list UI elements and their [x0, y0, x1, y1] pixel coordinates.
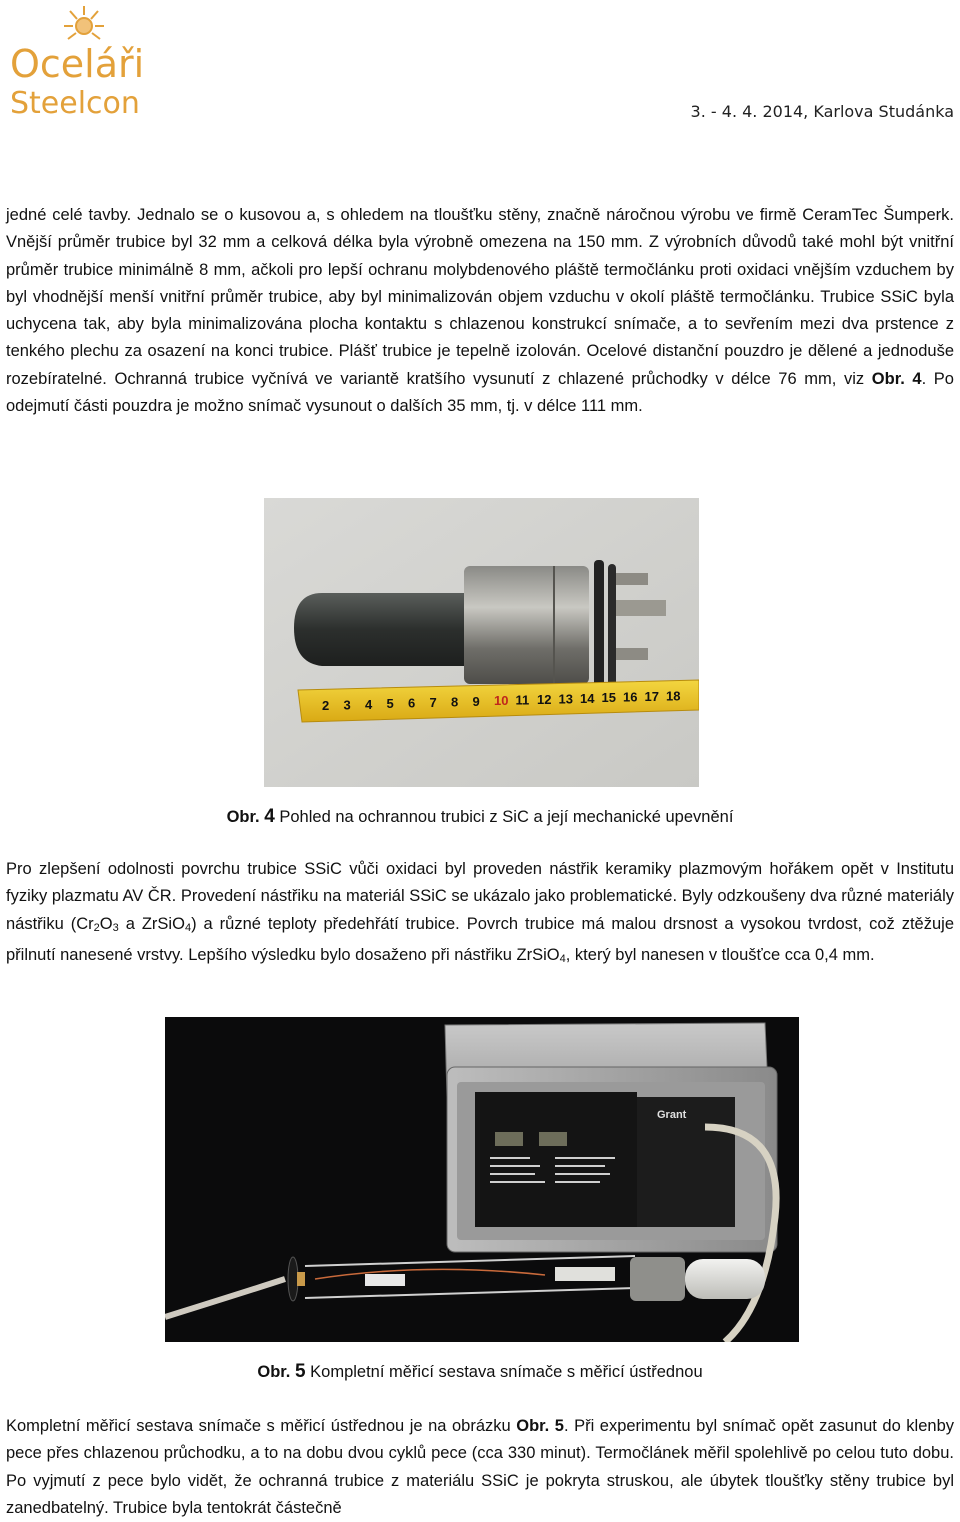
ruler-number: 2: [322, 698, 330, 713]
logo-text-steelcon: Steelcon: [10, 86, 140, 121]
paragraph-1-text-b: . Po odejmutí části pouzdra je možno snímač vysunout o dalších 35 mm, tj. v délce 111 mm.: [6, 369, 954, 416]
paragraph-3-text-b: . Při experimentu byl snímač opět zasunut do klenby pece přes chlazenou průchodku, a to na dobu dvou cyklů pece (cca 330 minut). Termočlánek měřil spolehlivě po celou tuto dobu. Po vyjmutí z pece bylo vidět, že ochranná trubice z materiálu SSiC je pokryta struskou, ale úbytek tloušťky stěny trubice byl zanedbatelný. Trubice byla tentokrát částečně: [6, 1417, 954, 1517]
ruler-number: 3: [343, 697, 351, 713]
ruler-number: 5: [386, 696, 394, 712]
figure-4-photo: [264, 498, 699, 787]
figure-4-reference: Obr. 4: [871, 369, 922, 388]
data-logger: [475, 1092, 637, 1227]
logger-brand-label: Grant: [657, 1109, 687, 1121]
paragraph-2-text-c: a ZrSiO: [118, 914, 185, 933]
sensor-tube: [685, 1259, 765, 1299]
ruler-number: 10: [494, 693, 509, 709]
paragraph-2-sub-2: 3: [112, 921, 119, 934]
ruler-number: 12: [537, 692, 552, 707]
ruler-number: 9: [472, 693, 480, 709]
figure-5-reference: Obr. 5: [516, 1417, 564, 1435]
ruler-number: 14: [580, 690, 595, 706]
ruler-number: 17: [644, 689, 659, 704]
figure-5-caption: [0, 1361, 960, 1383]
ruler-number: 6: [408, 695, 416, 711]
ruler-number: 13: [558, 691, 573, 707]
figure-4-caption-text: Pohled na ochrannou trubici z SiC a její mechanické upevnění: [279, 808, 734, 826]
figure-4-caption-number: 4: [264, 806, 275, 827]
paragraph-2-sub-3: 4: [184, 921, 192, 934]
figure-5-caption-label: Obr.: [257, 1363, 291, 1381]
paragraph-2-text-b: O: [99, 914, 113, 933]
paragraph-2-sub-1: 2: [93, 921, 100, 934]
measuring-assembly-photo: [165, 1017, 799, 1342]
paragraph-1: [6, 202, 954, 420]
sensor-sleeve: [630, 1257, 685, 1301]
paragraph-2: [6, 856, 954, 973]
ruler-number: 8: [451, 694, 459, 710]
paragraph-2-text-e: , který byl nanesen v tloušťce cca 0,4 mm.: [565, 945, 875, 964]
ruler-number: 15: [601, 690, 616, 706]
figure-5-caption-text: Kompletní měřicí sestava snímače s měřicí ústřednou: [310, 1363, 703, 1381]
sic-tube: [294, 593, 469, 666]
paragraph-2-text-d: ) a různé teploty předehřátí trubice. Povrch trubice má malou drsnost a vysokou tvrdost, což ztěžuje přilnutí nanesené vrstvy. Lepšího výsledku bylo dosaženo při nástřiku ZrSiO: [6, 914, 954, 964]
paragraph-3-text-a: Kompletní měřicí sestava snímače s měřicí ústřednou je na obrázku: [6, 1417, 511, 1435]
event-date-place: 3. - 4. 4. 2014, Karlova Studánka: [690, 102, 954, 121]
paragraph-2-text-a: Pro zlepšení odolnosti povrchu trubice SSiC vůči oxidaci byl proveden nástřik keramiky plazmovým hořákem opět v Institutu fyziky plazmatu AV ČR. Provedení nástřiku na materiál SSiC se ukázalo jako problematické. Byly odzkoušeny dva různé materiály nástřiku (Cr: [6, 860, 954, 933]
ruler-number: 16: [623, 689, 638, 705]
steel-sleeve: [464, 566, 589, 684]
ruler-number: 7: [429, 695, 437, 710]
logo-text-ocelari: Oceláři: [10, 42, 145, 86]
ruler-number: 4: [365, 696, 373, 712]
figure-5-photo: [165, 1017, 799, 1342]
ruler-number: 11: [515, 692, 530, 708]
sic-tube-photo: [264, 498, 699, 787]
figure-5-caption-number: 5: [294, 1361, 306, 1382]
paragraph-3: [6, 1413, 954, 1522]
conference-logo: [6, 4, 156, 122]
figure-4-caption-label: Obr.: [226, 808, 260, 826]
figure-4-caption: [0, 806, 960, 828]
ruler-number: 18: [666, 688, 681, 704]
paragraph-2-sub-4: 4: [559, 952, 566, 965]
paragraph-1-text-a: jedné celé tavby. Jednalo se o kusovou a, s ohledem na tloušťku stěny, značně náročnou výrobu ve firmě CeramTec Šumperk. Vnější průměr trubice byl 32 mm a celková délka byla výrobně omezena na 150 mm. Z výrobních důvodů také mohl být vnitřní průměr trubice minimálně 8 mm, ačkoli pro lepší ochranu molybdenového pláště termočlánku proti oxidaci vnějším vzduchem by byl vhodnější menší vnitřní průměr trubice, aby byl minimalizován objem vzduchu v okolí pláště termočlánku. Trubice SSiC byla uchycena tak, aby byla minimalizována plocha kontaktu s chlazenou konstrukcí snímače, a to sevřením mezi dva prstence z tenkého plechu za osazení na konci trubice. Plášť trubice je tepelně izolován. Ocelové distanční pouzdro je dělené a jednoduše rozebíratelné. Ochranná trubice vyčnívá ve variantě kratšího vysunutí z chlazené průchodky v délce 76 mm, viz: [6, 206, 954, 388]
